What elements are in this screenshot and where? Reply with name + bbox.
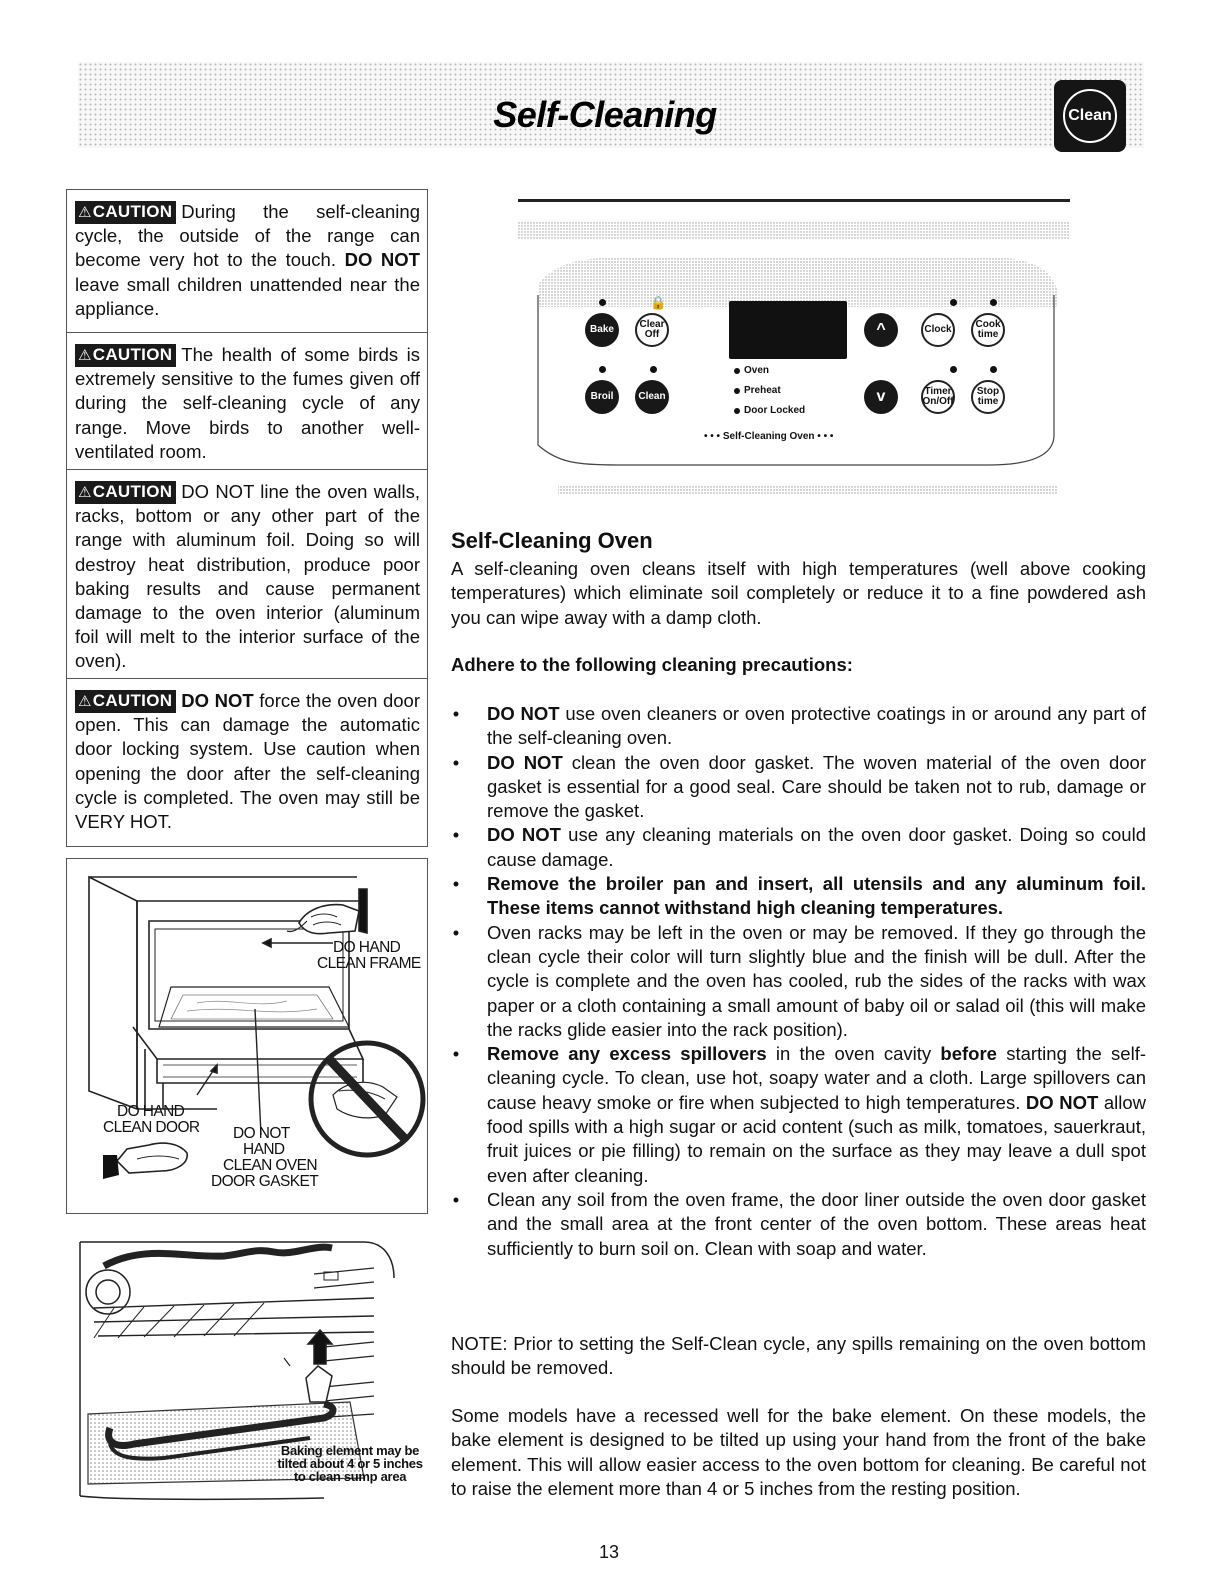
bullet-text-segment: DO NOT bbox=[487, 703, 560, 724]
led-cook-time bbox=[990, 299, 997, 306]
clock-button[interactable] bbox=[921, 313, 955, 347]
bake-button-label: Bake bbox=[590, 324, 614, 335]
caution-text-segment: leave small children unattended near the appliance. bbox=[75, 273, 420, 319]
self-cleaning-oven-text: Self-Cleaning Oven bbox=[722, 431, 815, 442]
bake-button[interactable] bbox=[585, 313, 619, 347]
clear-label: Clear bbox=[639, 319, 665, 330]
self-cleaning-oven-label: • • • Self-Cleaning Oven • • • bbox=[704, 431, 834, 442]
bullet-icon: • bbox=[452, 921, 460, 943]
label-do-hand-frame-1: DO HAND bbox=[333, 939, 401, 956]
figure-oven-door bbox=[66, 858, 428, 1214]
timer-on-off-button[interactable] bbox=[921, 380, 955, 414]
bullet-text-segment: Remove the broiler pan and insert, all utensils and any aluminum foil. These items cannot withstand high cleaning temperatures. bbox=[487, 873, 1146, 919]
caution-box-birds bbox=[66, 332, 428, 470]
stop-time-label: time bbox=[977, 396, 999, 407]
bullet-text-segment: use oven cleaners or oven protective coatings in or around any part of the self-cleaning oven. bbox=[487, 703, 1146, 749]
indicator-door-locked bbox=[734, 405, 805, 416]
bullet-text-segment: before bbox=[940, 1043, 997, 1065]
bullet-text-segment: allow food spills with a high sugar or acid content (such as milk, tomatoes, sauerkraut, fruit juices or pie filling) to remain on the surface as they may leave a dull spot even after cleaning. bbox=[487, 1091, 1146, 1186]
clean-badge-icon bbox=[1054, 80, 1126, 152]
lock-icon: 🔒 bbox=[650, 295, 667, 310]
page-number: 13 bbox=[598, 1542, 620, 1562]
stop-time-button[interactable] bbox=[971, 380, 1005, 414]
warning-triangle-icon: ⚠ bbox=[78, 484, 92, 501]
warning-triangle-icon: ⚠ bbox=[78, 693, 92, 710]
bullet-text-segment: DO NOT bbox=[1025, 1091, 1099, 1113]
cook-time-button[interactable] bbox=[971, 313, 1005, 347]
caution-badge-label: CAUTION bbox=[92, 691, 173, 710]
led-clean bbox=[650, 366, 657, 373]
timer-label: Timer bbox=[924, 386, 952, 397]
caution-text-segment: The health of some birds is extremely sensitive to the fumes given off during the self-cleaning cycle of any range. Move birds to another well-ventilated room. bbox=[75, 344, 420, 462]
intro-paragraph: A self-cleaning oven cleans itself with high temperatures (well above cooking temperatures) which eliminate soil completely or reduce it to a fine powdered ash you can wipe away with a damp cloth. bbox=[451, 558, 1146, 628]
bullet-icon: • bbox=[452, 751, 460, 773]
bullet-text-segment: clean the oven door gasket. The woven material of the oven door gasket is essential for a good seal. Care should be taken not to rub, damage or remove the gasket. bbox=[487, 751, 1146, 822]
cook-label: Cook bbox=[975, 319, 1001, 330]
bullet-icon: • bbox=[452, 703, 460, 724]
bullet-icon: • bbox=[452, 1188, 460, 1210]
list-item bbox=[451, 921, 1146, 1042]
clock-label: Clock bbox=[924, 324, 952, 335]
label-gasket-4: DOOR GASKET bbox=[211, 1173, 319, 1190]
caution-badge bbox=[75, 481, 176, 504]
indicator-preheat bbox=[734, 385, 781, 396]
caution-text-segment: DO NOT line the oven walls, racks, bottom or any other part of the range with aluminum foil. Doing so will destroy heat distribution, produce poor baking results and cause permanent damage to the oven interior (aluminum foil will melt to the interior surface of the oven). bbox=[75, 481, 420, 672]
element-caption-3: to clean sump area bbox=[293, 1469, 407, 1484]
oven-control-panel bbox=[518, 195, 1070, 505]
bullet-text-segment: DO NOT bbox=[487, 824, 561, 846]
note-paragraph: NOTE: Prior to setting the Self-Clean cycle, any spills remaining on the oven bottom should be removed. bbox=[451, 1333, 1146, 1379]
indicator-oven bbox=[734, 365, 769, 376]
led-bake bbox=[599, 299, 606, 306]
caution-text-segment: DO NOT bbox=[344, 249, 420, 271]
caution-box-door bbox=[66, 678, 428, 847]
broil-button[interactable] bbox=[585, 380, 619, 414]
caution-badge-label: CAUTION bbox=[92, 202, 173, 221]
figure-bake-element bbox=[74, 1238, 434, 1504]
bullet-text-segment: Remove any excess spillovers bbox=[487, 1043, 767, 1065]
up-arrow-button[interactable] bbox=[864, 313, 898, 347]
up-arrow-icon: ^ bbox=[876, 321, 886, 338]
indicator-oven-label: Oven bbox=[744, 365, 770, 376]
bullet-icon: • bbox=[452, 1043, 460, 1065]
led-timer bbox=[950, 366, 957, 373]
clean-button[interactable] bbox=[635, 380, 669, 414]
element-caption-2: tilted about 4 or 5 inches bbox=[277, 1456, 423, 1471]
label-do-hand-door-1: DO HAND bbox=[117, 1103, 185, 1120]
cook-time-label: time bbox=[977, 329, 999, 340]
caution-badge bbox=[75, 201, 176, 224]
bullet-icon: • bbox=[452, 873, 460, 895]
clean-badge-label: Clean bbox=[1063, 89, 1117, 143]
clean-button-label: Clean bbox=[638, 391, 666, 402]
bullet-text-segment: in the oven cavity bbox=[766, 1043, 941, 1065]
timer-on-off-label: On/Off bbox=[922, 396, 954, 407]
panel-display bbox=[729, 301, 847, 359]
warning-triangle-icon: ⚠ bbox=[78, 204, 92, 221]
indicator-preheat-label: Preheat bbox=[744, 385, 781, 396]
bullet-text-segment: starting the self-cleaning cycle. To clean, use hot, soapy water and a cloth. Large spillovers can cause heavy smoke or fire when subjected to high temperatures. bbox=[487, 1043, 1146, 1113]
label-gasket-2: HAND bbox=[243, 1141, 285, 1158]
clear-off-button[interactable] bbox=[635, 313, 669, 347]
down-arrow-button[interactable] bbox=[864, 380, 898, 414]
caution-box-children bbox=[66, 189, 428, 333]
label-do-hand-door-2: CLEAN DOOR bbox=[103, 1119, 200, 1136]
caution-badge-label: CAUTION bbox=[92, 482, 173, 501]
label-do-hand-frame-2: CLEAN FRAME bbox=[317, 955, 421, 972]
list-item bbox=[451, 1188, 1146, 1261]
bullet-text-segment: DO NOT bbox=[487, 751, 563, 773]
precautions-heading: Adhere to the following cleaning precautions: bbox=[451, 654, 853, 675]
down-arrow-icon: v bbox=[876, 388, 886, 405]
label-gasket-1: DO NOT bbox=[233, 1125, 290, 1142]
bullet-text-segment: Oven racks may be left in the oven or may be removed. If they go through the clean cycle their color will turn slightly blue and the finish will be dull. After the cycle is complete and the oven has cooled, rub the sides of the racks with wax paper or a cloth containing a small amount of baby oil or salad oil (this will make the racks glide easier into the rack position). bbox=[487, 921, 1146, 1040]
warning-triangle-icon: ⚠ bbox=[78, 347, 92, 364]
led-clock bbox=[950, 299, 957, 306]
off-label: Off bbox=[644, 329, 660, 340]
bullet-text-segment: use any cleaning materials on the oven door gasket. Doing so could cause damage. bbox=[487, 824, 1146, 870]
list-item bbox=[451, 823, 1146, 872]
list-item bbox=[451, 872, 1146, 921]
element-caption-1: Baking element may be bbox=[280, 1443, 420, 1458]
caution-text-segment: DO NOT bbox=[181, 690, 254, 711]
bullet-icon: • bbox=[452, 824, 460, 846]
list-item bbox=[451, 751, 1146, 824]
recessed-well-paragraph: Some models have a recessed well for the bake element. On these models, the bake element is designed to be tilted up using your hand from the front of the bake element. This will allow easier access to the oven bottom for cleaning. Be careful not to raise the element more than 4 or 5 inches from the resting position. bbox=[451, 1405, 1146, 1499]
caution-box-foil bbox=[66, 469, 428, 679]
list-item bbox=[451, 702, 1146, 751]
caution-badge bbox=[75, 344, 176, 367]
caution-badge-label: CAUTION bbox=[92, 345, 173, 364]
precautions-list bbox=[451, 702, 1146, 1261]
bullet-text-segment: Clean any soil from the oven frame, the door liner outside the oven door gasket and the small area at the front center of the oven bottom. These areas heat sufficiently to burn soil on. Clean with soap and water. bbox=[487, 1188, 1146, 1259]
led-stop-time bbox=[990, 366, 997, 373]
caution-text-segment: During the self-cleaning cycle, the outside of the range can become very hot to the touch. bbox=[75, 201, 420, 271]
broil-button-label: Broil bbox=[590, 391, 614, 402]
caution-badge bbox=[75, 690, 176, 713]
caution-text-segment: force the oven door open. This can damage the automatic door locking system. Use caution when opening the door after the self-cleaning cycle is completed. The oven may still be VERY HOT. bbox=[75, 690, 420, 833]
section-heading: Self-Cleaning Oven bbox=[451, 528, 653, 553]
page-title: Self-Cleaning bbox=[493, 94, 717, 135]
list-item bbox=[451, 1042, 1146, 1188]
element-caption bbox=[270, 1444, 430, 1483]
led-broil bbox=[599, 366, 606, 373]
indicator-door-locked-label: Door Locked bbox=[744, 405, 806, 416]
label-gasket-3: CLEAN OVEN bbox=[223, 1157, 317, 1174]
stop-label: Stop bbox=[976, 386, 1000, 397]
